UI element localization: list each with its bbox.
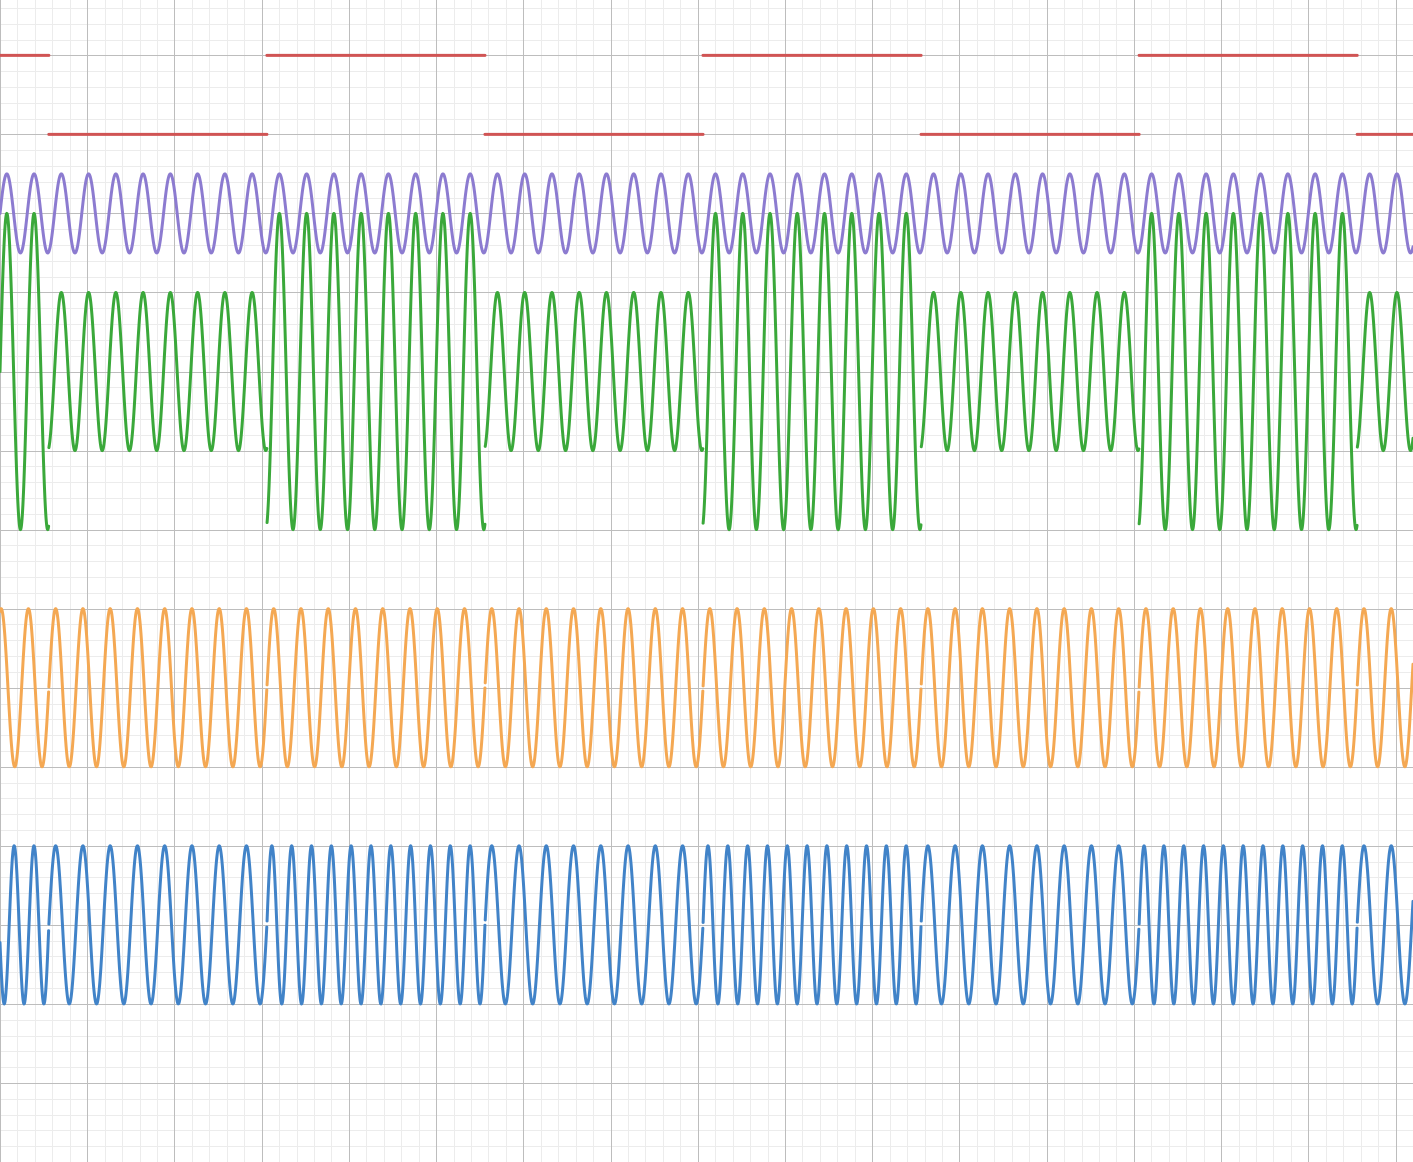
series-fsk-line <box>0 609 1413 767</box>
signal-traces <box>0 55 1413 1004</box>
series-psk-high-frequency-line <box>0 846 1413 1004</box>
series-binary-data-line <box>0 55 1413 134</box>
